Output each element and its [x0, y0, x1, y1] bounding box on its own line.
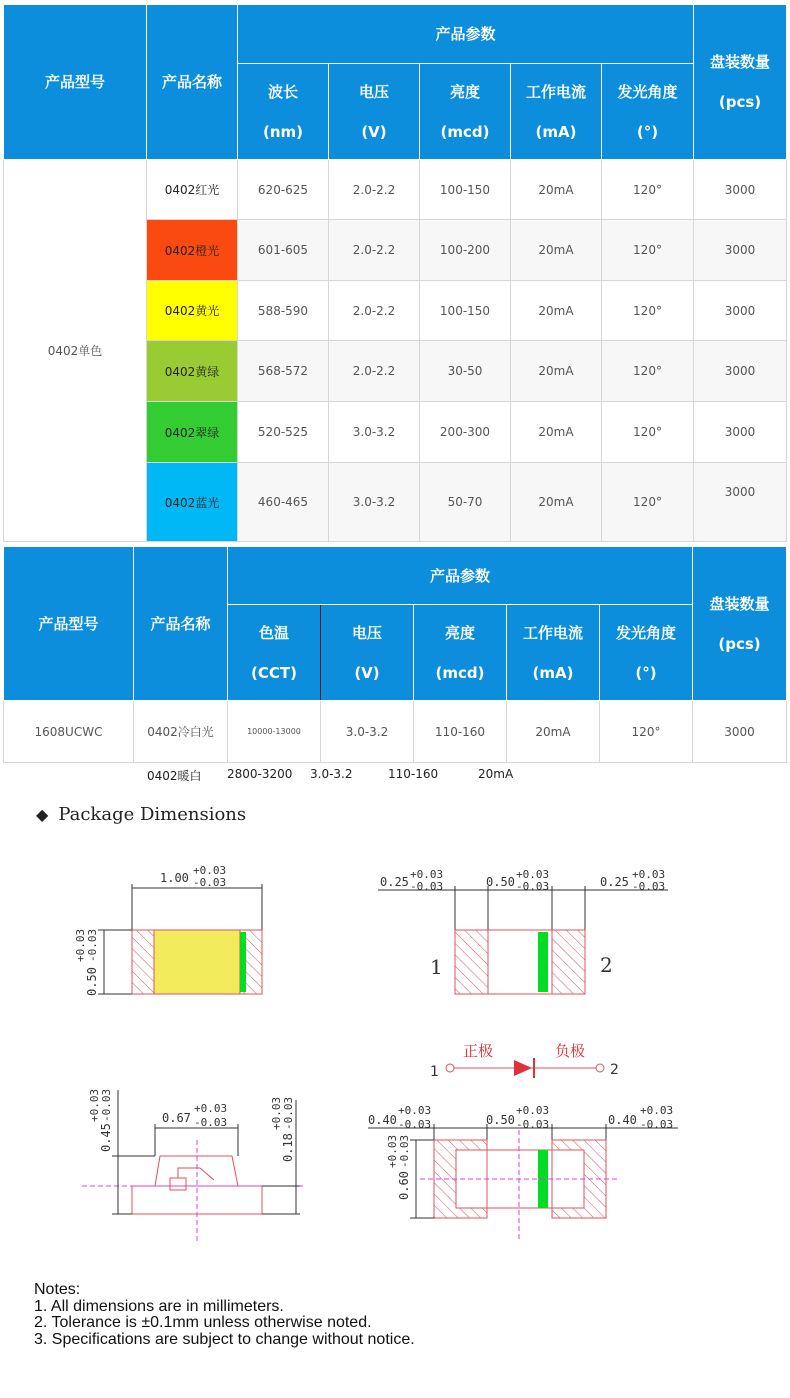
qty-cell: 3000 [694, 341, 787, 402]
header-brightness-unit: (mcd) [440, 122, 490, 141]
header-qty [694, 5, 787, 160]
wavelength-cell: 568-572 [238, 341, 329, 402]
tol-plus: +0.03 [270, 1096, 283, 1130]
angle-cell: 120° [602, 463, 694, 542]
header-voltage-label: 电压 [351, 623, 382, 642]
qty-cell: 3000 [694, 281, 787, 341]
angle-cell: 120° [602, 281, 694, 341]
wavelength-cell: 601-605 [238, 220, 329, 281]
pin2-terminal-icon [596, 1064, 604, 1072]
pin1-label: 1 [430, 955, 443, 979]
pin2-label: 2 [610, 1062, 619, 1078]
note-item: 3. Specifications are subject to change without notice. [34, 1330, 415, 1348]
current-cell: 20mA [511, 402, 602, 463]
voltage-cell: 2.0-2.2 [329, 220, 420, 281]
dim-gap-label: 0.50 [486, 1113, 515, 1127]
current-cell: 20mA [511, 463, 602, 542]
header-angle-unit: (°) [635, 663, 657, 682]
tol-minus: -0.03 [516, 880, 550, 893]
voltage-cell: 3.0-3.2 [329, 402, 420, 463]
note-item: 2. Tolerance is ±0.1mm unless otherwise noted. [34, 1314, 372, 1331]
qty-cell: 3000 [694, 402, 787, 463]
header-voltage-unit: (V) [361, 122, 387, 141]
package-dimensions-title: Package Dimensions [58, 804, 247, 825]
diamond-bullet-icon: ◆ [36, 805, 49, 824]
dim-pad-label: 0.25 [380, 875, 409, 889]
model-cell: 0402单色 [4, 160, 147, 542]
brightness-cell: 100-150 [420, 160, 511, 220]
pin2-label: 2 [600, 953, 613, 977]
angle-cell: 120° [602, 402, 694, 463]
header-voltage [329, 64, 420, 160]
angle-cell: 120° [602, 220, 694, 281]
dim-gap-label: 0.50 [486, 875, 515, 889]
header-cct-label: 色温 [258, 623, 289, 642]
header-model: 产品型号 [4, 5, 147, 160]
header-voltage [321, 605, 414, 701]
current-cell: 20mA [511, 220, 602, 281]
notes-block [34, 1282, 415, 1348]
tol-plus: +0.03 [516, 868, 550, 881]
qty-cell: 3000 [693, 701, 787, 763]
tol-plus: +0.03 [632, 868, 666, 881]
tol-minus: -0.03 [194, 1116, 228, 1129]
header-brightness-unit: (mcd) [435, 663, 485, 682]
header-qty [693, 547, 787, 701]
polarity-symbol [430, 1042, 619, 1080]
header-params: 产品参数 [238, 5, 694, 64]
product-name-cell: 0402翠绿 [147, 402, 238, 463]
dim-pad-label: 0.25 [600, 875, 629, 889]
notes-title: Notes: [34, 1281, 81, 1298]
current-cell: 20mA [511, 281, 602, 341]
dim-base-label: 0.18 [281, 1133, 295, 1162]
dim-pad-label: 0.40 [608, 1113, 637, 1127]
tol-plus: +0.03 [516, 1104, 550, 1117]
qty-cell: 3000 [694, 220, 787, 281]
header-qty-label: 盘装数量 [709, 53, 770, 71]
header-current-label: 工作电流 [522, 623, 583, 642]
model-cell: 1608UCWC [4, 701, 134, 763]
header-current-unit: (mA) [532, 663, 574, 682]
product-name-cell: 0402黄绿 [147, 341, 238, 402]
led-spec-table-white [3, 546, 787, 763]
current-cell: 20mA [511, 341, 602, 402]
tol-minus: -0.03 [516, 1118, 550, 1131]
header-angle-unit: (°) [636, 122, 659, 141]
led-spec-table-single-color [3, 4, 787, 542]
tol-plus: +0.03 [74, 928, 87, 962]
dim-height-label: 0.45 [99, 1123, 113, 1152]
dim-pad-height-label: 0.60 [397, 1171, 411, 1200]
voltage-cell: 3.0-3.2 [321, 701, 414, 763]
tol-minus: -0.03 [398, 1134, 411, 1168]
angle-cell: 120° [600, 701, 693, 763]
warm-white-cct: 2800-3200 [227, 767, 293, 781]
header-angle-label: 发光角度 [617, 82, 678, 101]
header-wavelength [238, 64, 329, 160]
diode-arrow-icon [514, 1060, 532, 1076]
package-dimension-drawings [0, 850, 790, 1280]
wavelength-cell: 460-465 [238, 463, 329, 542]
header-angle [600, 605, 693, 701]
anode-label: 正极 [463, 1042, 494, 1060]
tol-minus: -0.03 [632, 880, 666, 893]
current-cell: 20mA [507, 701, 600, 763]
table-row [4, 160, 787, 220]
tol-plus: +0.03 [640, 1104, 674, 1117]
header-qty-unit: (pcs) [718, 93, 762, 111]
voltage-cell: 2.0-2.2 [329, 341, 420, 402]
header-name: 产品名称 [134, 547, 228, 701]
product-name-cell: 0402黄光 [147, 281, 238, 341]
pin1-label: 1 [430, 1064, 439, 1080]
qty-cell: 3000 [694, 160, 787, 220]
product-name-cell: 0402橙光 [147, 220, 238, 281]
qty-cell: 3000 [694, 463, 787, 542]
tol-plus: +0.03 [398, 1104, 432, 1117]
tol-minus: -0.03 [410, 880, 444, 893]
angle-cell: 120° [602, 341, 694, 402]
header-voltage-label: 电压 [358, 82, 389, 101]
tol-plus: +0.03 [386, 1134, 399, 1168]
header-current [511, 64, 602, 160]
dim-lens-label: 0.67 [162, 1111, 191, 1125]
brightness-cell: 30-50 [420, 341, 511, 402]
header-current [507, 605, 600, 701]
header-angle-label: 发光角度 [615, 623, 676, 642]
tol-minus: -0.03 [86, 928, 99, 962]
warm-white-current: 20mA [478, 767, 514, 781]
header-brightness-label: 亮度 [449, 82, 480, 101]
warm-white-voltage: 3.0-3.2 [310, 767, 353, 781]
package-dimensions-heading [36, 804, 246, 825]
tol-minus: -0.03 [100, 1088, 113, 1122]
header-current-label: 工作电流 [525, 82, 586, 101]
bottom-view-drawing [368, 1104, 678, 1240]
header-qty-unit: (pcs) [718, 634, 761, 653]
cathode-label: 负极 [555, 1042, 586, 1060]
tol-minus: -0.03 [193, 876, 227, 889]
header-brightness-label: 亮度 [444, 623, 475, 642]
angle-cell: 120° [602, 160, 694, 220]
tol-minus: -0.03 [398, 1118, 432, 1131]
tol-plus: +0.03 [88, 1088, 101, 1122]
voltage-cell: 3.0-3.2 [329, 463, 420, 542]
cct-cell: 10000-13000 [228, 701, 321, 763]
product-name-cell: 0402蓝光 [147, 463, 238, 542]
brightness-cell: 200-300 [420, 402, 511, 463]
header-brightness [414, 605, 507, 701]
pad-view-drawing [378, 868, 668, 994]
tol-plus: +0.03 [194, 1102, 228, 1115]
product-name-cell: 0402冷白光 [134, 701, 228, 763]
header-cct-unit: (CCT) [251, 663, 297, 682]
brightness-cell: 110-160 [414, 701, 507, 763]
tol-plus: +0.03 [193, 864, 227, 877]
brightness-cell: 50-70 [420, 463, 511, 542]
product-name-cell: 0402红光 [147, 160, 238, 220]
header-wavelength-label: 波长 [267, 82, 298, 101]
wavelength-cell: 588-590 [238, 281, 329, 341]
voltage-cell: 2.0-2.2 [329, 281, 420, 341]
tol-minus: -0.03 [640, 1118, 674, 1131]
note-item: 1. All dimensions are in millimeters. [34, 1297, 284, 1315]
header-wavelength-unit: (nm) [262, 122, 304, 141]
header-name: 产品名称 [147, 5, 238, 160]
dim-length-label: 1.00 [160, 871, 189, 885]
warm-white-row [0, 767, 790, 785]
header-model: 产品型号 [4, 547, 134, 701]
warm-white-name: 0402暖白 [147, 769, 202, 783]
header-cct [228, 605, 321, 701]
header-angle [602, 64, 694, 160]
table-row [4, 701, 787, 763]
tol-minus: -0.03 [282, 1096, 295, 1130]
top-view-drawing [74, 864, 262, 996]
header-brightness [420, 64, 511, 160]
dim-pad-label: 0.40 [368, 1113, 397, 1127]
side-view-drawing [82, 1089, 305, 1242]
warm-white-brightness: 110-160 [388, 767, 439, 781]
wavelength-cell: 620-625 [238, 160, 329, 220]
wavelength-cell: 520-525 [238, 402, 329, 463]
dim-width-label: 0.50 [85, 967, 99, 996]
header-voltage-unit: (V) [354, 663, 380, 682]
header-current-unit: (mA) [535, 122, 577, 141]
current-cell: 20mA [511, 160, 602, 220]
brightness-cell: 100-150 [420, 281, 511, 341]
brightness-cell: 100-200 [420, 220, 511, 281]
header-qty-label: 盘装数量 [709, 594, 770, 613]
voltage-cell: 2.0-2.2 [329, 160, 420, 220]
header-params: 产品参数 [228, 547, 693, 605]
pin1-terminal-icon [446, 1064, 454, 1072]
tol-plus: +0.03 [410, 868, 444, 881]
